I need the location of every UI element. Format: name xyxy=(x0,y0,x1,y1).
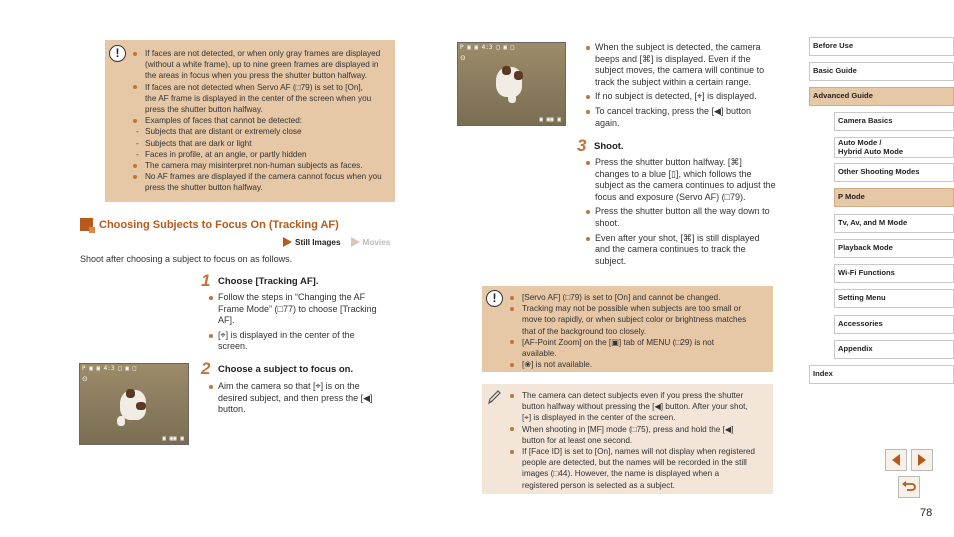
step-number: 1 xyxy=(201,271,211,290)
list-item: Tracking may not be possible when subjects are too small or xyxy=(509,303,769,314)
screen-hud-top: P ▣ ▣ 4:3 □ ▣ □ xyxy=(82,365,137,372)
nav-item-other-shooting-modes[interactable] xyxy=(834,163,954,182)
screen-hud-bottom: ▣ ▣▣ ▣ xyxy=(162,435,184,442)
sub-list-item: - Subjects that are distant or extremely close xyxy=(132,126,392,137)
mode-tags xyxy=(283,237,390,247)
list-item: press the shutter button halfway. xyxy=(145,105,263,115)
nav-item-label: Setting Menu xyxy=(838,293,886,303)
list-item: press the shutter button halfway. xyxy=(145,183,263,193)
page-number: 78 xyxy=(920,507,933,519)
arrow-left-icon xyxy=(892,454,900,466)
screen-mode-icon: ⊙ xyxy=(82,376,88,383)
list-item: When the subject is detected, the camera beeps and [⌘] is displayed. Even if the subject moves, the camera will continue to track the subject within a certain range. xyxy=(586,42,776,88)
nav-item-label: Advanced Guide xyxy=(813,91,873,101)
step-title: Shoot. xyxy=(594,141,624,152)
intro-text: Shoot after choosing a subject to focus on as follows. xyxy=(80,254,293,264)
nav-item-label: Index xyxy=(813,369,833,379)
list-item: people are detected, but the names will be recorded in the still xyxy=(522,458,747,468)
nav-item-wi-fi-functions[interactable] xyxy=(834,264,954,283)
nav-item-label: Accessories xyxy=(838,319,883,329)
list-item: available. xyxy=(522,349,557,359)
list-item: the AF frame is displayed in the center of the screen when you xyxy=(145,93,372,103)
section-title-text: Choosing Subjects to Focus On (Tracking AF) xyxy=(99,218,339,231)
list-item: Press the shutter button all the way down to shoot. xyxy=(586,206,776,229)
camera-screen-left xyxy=(79,363,189,445)
step-title: Choose [Tracking AF]. xyxy=(218,276,319,287)
section-marker-icon xyxy=(80,218,93,231)
section-title xyxy=(80,218,339,231)
step-number: 3 xyxy=(577,136,587,155)
movies-tag: Movies xyxy=(362,237,391,247)
caution-list xyxy=(509,292,769,370)
arrow-right-icon xyxy=(918,454,926,466)
nav-item-accessories[interactable] xyxy=(834,315,954,334)
list-item: If faces are not detected, or when only gray frames are displayed xyxy=(132,48,392,59)
step-number: 2 xyxy=(201,359,211,378)
list-item: If faces are not detected when Servo AF (□79) is set to [On], xyxy=(132,82,392,93)
list-item: No AF frames are displayed if the camera cannot focus when you xyxy=(132,171,392,182)
nav-item-label: Auto Mode / Hybrid Auto Mode xyxy=(838,138,904,156)
list-item: To cancel tracking, press the [◀] button again. xyxy=(586,106,776,129)
list-item: button for at least one second. xyxy=(522,435,633,445)
note-box-right xyxy=(482,384,773,494)
list-item: move too rapidly, or when subject color or brightness matches xyxy=(522,315,747,325)
return-button[interactable] xyxy=(898,476,920,498)
list-item: [⌖] is displayed in the center of the screen. xyxy=(522,413,676,423)
screen-hud-top: P ▣ ▣ 4:3 □ ▣ □ xyxy=(460,44,515,51)
sub-list-item: - Subjects that are dark or light xyxy=(132,138,392,149)
nav-item-p-mode[interactable] xyxy=(834,188,954,207)
list-item: [❀] is not available. xyxy=(509,359,769,370)
nav-item-label: Camera Basics xyxy=(838,116,893,126)
list-item: [Servo AF] (□79) is set to [On] and cannot be changed. xyxy=(509,292,769,303)
nav-item-camera-basics[interactable] xyxy=(834,112,954,131)
list-item: If [Face ID] is set to [On], names will not display when registered xyxy=(509,446,769,457)
movies-arrow-icon xyxy=(351,237,360,247)
nav-item-label: Other Shooting Modes xyxy=(838,167,920,177)
next-page-button[interactable] xyxy=(911,449,933,471)
nav-item-label: Tv, Av, and M Mode xyxy=(838,218,908,228)
list-item: If no subject is detected, [⌖] is displayed. xyxy=(586,91,776,103)
list-item: When shooting in [MF] mode (□75), press and hold the [◀] xyxy=(509,424,769,435)
list-item: Examples of faces that cannot be detected: xyxy=(132,115,392,126)
nav-item-auto-mode-hybrid-auto-mode[interactable] xyxy=(834,137,954,158)
step-bullets xyxy=(209,292,379,356)
list-item: Aim the camera so that [⌖] is on the desired subject, and then press the [◀] button. xyxy=(209,381,379,416)
pencil-icon xyxy=(486,388,502,406)
tracking-bullets xyxy=(586,42,776,132)
still-images-arrow-icon xyxy=(283,237,292,247)
list-item: that of the background too closely. xyxy=(522,326,647,336)
nav-item-advanced-guide[interactable] xyxy=(809,87,954,106)
caution-icon: ! xyxy=(486,290,503,307)
nav-item-label: Before Use xyxy=(813,41,854,51)
prev-page-button[interactable] xyxy=(885,449,907,471)
list-item: [⌖] is displayed in the center of the screen. xyxy=(209,330,379,353)
nav-item-label: Appendix xyxy=(838,344,873,354)
caution-icon: ! xyxy=(109,45,126,62)
list-item: Follow the steps in “Changing the AF Frame Mode” (□77) to choose [Tracking AF]. xyxy=(209,292,379,327)
caution-box-top xyxy=(105,40,395,202)
nav-item-before-use[interactable] xyxy=(809,37,954,56)
nav-item-tv-av-and-m-mode[interactable] xyxy=(834,214,954,233)
sub-list-item: - Faces in profile, at an angle, or partly hidden xyxy=(132,149,392,160)
list-item: The camera can detect subjects even if you press the shutter xyxy=(509,390,769,401)
list-item: (without a white frame), up to nine green frames are displayed in xyxy=(145,60,379,70)
step-bullets xyxy=(586,157,776,270)
list-item: images (□44). However, the name is displayed when a xyxy=(522,469,719,479)
nav-item-label: Wi-Fi Functions xyxy=(838,268,895,278)
caution-list xyxy=(132,48,392,194)
screen-hud-bottom: ▣ ▣▣ ▣ xyxy=(539,116,561,123)
nav-item-label: P Mode xyxy=(838,192,865,202)
nav-item-appendix[interactable] xyxy=(834,340,954,359)
step-title: Choose a subject to focus on. xyxy=(218,364,354,375)
nav-item-label: Playback Mode xyxy=(838,243,893,253)
nav-item-label: Basic Guide xyxy=(813,66,857,76)
camera-screen-right xyxy=(457,42,566,126)
caution-box-right xyxy=(482,286,773,372)
still-images-tag: Still Images xyxy=(295,237,341,247)
list-item: The camera may misinterpret non-human subjects as faces. xyxy=(132,160,392,171)
list-item: registered person is selected as a subject. xyxy=(522,480,675,490)
step-bullets xyxy=(209,381,379,419)
list-item: [AF-Point Zoom] on the [▣] tab of MENU (□29) is not xyxy=(509,337,769,348)
list-item: Even after your shot, [⌘] is still displayed and the camera continues to track the subject. xyxy=(586,233,776,268)
nav-item-index[interactable] xyxy=(809,365,954,384)
nav-item-basic-guide[interactable] xyxy=(809,62,954,81)
list-item: Press the shutter button halfway. [⌘] changes to a blue [▯], which follows the subject as the camera continues to adjust the focus and exposure (Servo AF) (□79). xyxy=(586,157,776,203)
screen-mode-icon: ⊙ xyxy=(460,55,466,62)
nav-item-setting-menu[interactable] xyxy=(834,289,954,308)
return-icon xyxy=(901,480,917,494)
list-item: the areas in focus when you press the shutter button halfway. xyxy=(145,71,367,81)
note-list xyxy=(509,390,769,491)
list-item: button halfway without pressing the [◀] button. After your shot, xyxy=(522,402,748,412)
nav-item-playback-mode[interactable] xyxy=(834,239,954,258)
